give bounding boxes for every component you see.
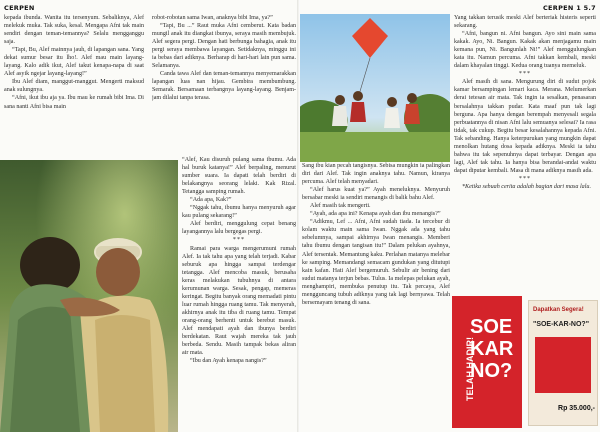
paragraph: Sang ibu kian pecah tangisnya. Sebisa mungkin ia palingkan diri dari Alef. Tak ingin anaknya tahu. Namun, kiranya percuma. Alef telah menyadari. [302, 163, 450, 186]
right-column-1 [302, 162, 450, 430]
ad-headline: Dapatkan Segera! [533, 307, 584, 313]
paragraph: Ramai para warga mengerumuni rumah Alef. Ia tak tahu apa yang telah terjadi. Kabar seburuk apa hingga sampai terdengar tetangga. Alef mencoba masuk, berusaha keras melakukan tubuhnya di antara kerumunan warga. Sesak, pengap, memeras keringat. Begitu banyak orang memadati pintu luar rumah hingga ruang tamu. Tak menyerah, akhirnya anak itu tiba di ruang tamu. Tempat orang-orang berhenti untuk berebut masuk. Alef mendapati ayah dan ibunya berdiri berdekatan. Raut wajah mereka tak jauh berbeda. Sendu. Masih tampak bekas aliran air mata. [182, 245, 296, 357]
left-page-header: CERPEN [4, 4, 35, 12]
footnote: *Ketika sebuah cerita adalah bagian dari masa lalu. [462, 183, 591, 190]
book-title: SOE KAR NO? [470, 316, 514, 382]
right-page-header: CERPEN 1 5.7 [542, 4, 596, 12]
left-column-1 [4, 14, 144, 162]
left-column-2-lower [182, 156, 296, 432]
paragraph: “Alef, Kau disuruh pulang sama ibumu. Ada hal buruk katanya!” Alef berpaling, menurut sumber suara. Ia dapati telah berdiri di belakangnya seorang lelaki. Kak Rizal. Tetangga samping rumah. [182, 157, 296, 196]
paragraph: “Ada apa, Kak?” [190, 197, 232, 204]
kids-flying-kite-photo [300, 14, 450, 162]
paragraph: Yang takkan terusik meski Alef berteriak histeris seperti sekarang. [454, 15, 596, 30]
section-separator: *** [518, 71, 532, 78]
paragraph: “Nggak tahu, ibumu hanya menyuruh agar kau pulang sekarang!” [182, 205, 296, 220]
paragraph: Canda tawa Alef dan teman-temannya menyemarakkan lapangan luas nan hijau. Gembira membumbung. Semarak. Bersamaan terbangnya layang-layang. Benjam-jam dilalui tanpa terasa. [152, 71, 296, 102]
right-column-2 [454, 14, 596, 298]
book-thumbnail [535, 337, 591, 393]
paragraph: “Tapi, Bu ...” Raut muka Afni cemberut. Kata badan mungil anak itu diangkat ibunya, seraya masih membujuk. Alef segera pergi. Dengan hati berbunga bahagia, anak itu pergi seraya membawa layangan. Setidaknya, minggu ini ia bebas dari adiknya. Berharap di hari-hari lain pun sama. Selamanya. [152, 23, 296, 70]
book-cover-secondary [528, 300, 598, 426]
right-page [300, 0, 600, 432]
book-advertisement [452, 296, 598, 430]
paragraph: “Afni, bangun ni. Afni bangun. Ayo sini main sama kakak. Ayo, Ni. Bangun. Kakak akan menjagamu main kemana pun, Ni. Bangunlah Ni!” Alef menggulungkan kata itu. Namun percuma. Afni takkan kembali, meski dalam khayalan tinggi. Kedua orang tuanya memeluk. [454, 31, 596, 70]
paragraph: “Ayah, ada apa ini? Kenapa ayah dan ibu menangis?” [310, 211, 441, 218]
two-children-embracing-photo [0, 160, 178, 432]
price-tag: Rp 35.000,- [558, 405, 595, 412]
left-column-2 [152, 14, 296, 162]
paragraph: Alef masih tak mengerti. [310, 203, 371, 210]
kids-flying-kite-photo [300, 14, 450, 162]
paragraph: “Afni, ikut ibu aja ya. Ibu mau ke rumah bibi Ima. Di sana nanti Afni bisa main [4, 95, 144, 110]
paragraph: Ibu Alef diam, manggut-manggut. Mengerti maksud anak sulungnya. [4, 79, 144, 94]
paragraph: “Alef harus kuat ya?” Ayah meneluknya. Menyuruh bersabar meski ia sendiri menangis di balik bahu Alef. [302, 187, 450, 202]
section-separator: *** [518, 175, 532, 182]
section-separator: *** [232, 237, 246, 244]
paragraph: Alef masih di sana. Mengurung diri di sudut pojok kamar bersampingan lemari kaca. Merana. Melumerkan derai tetesan air mata. Tak ingin ia sesalkan, penasaran bersalahnya takkan pudar. Kata maaf pun tak lagi berguna. Apa hanya dengan berempah menyesali segala perbuatannya di nisan Afni lalu semuanya selesai? Ia rasa tidak, tak cukup. Begitu besar kesalahannya kepada Afni. Tak sebanding. Hanya keterpurukan yang mungkin dapat menolkan hutang dosa kepada adiknya. Meski ia tahu bahwa itu tak sepenuhnya dapat terbayar. Dengan apa lagi, Alef tak tahu. Ia hanya bisa berandai-andai waktu dapat diputar kembali. Masa di mana adiknya masih ada. [454, 79, 596, 174]
paragraph: “Tapi, Bu, Alef mainnya jauh, di lapangan sana. Yang dekat sumur besar itu lho!. Alef mau main layang-layang. Kalo adik ikut, Alef takut kenapa-napa di saat Alef asyik ngejar layang-layang!” [4, 47, 144, 78]
ad-book-title: "SOE-KAR-NO?" [533, 321, 590, 328]
paragraph: “Adikmu, Lef ... Afni, Afni sudah tiada. Ia tercebur di kolam waktu main sama Iwan. Nggak ada yang tahu sebelumnya, sampai akhirnya Iwan menangis. Memberi tahu ibumu dengan tangisan itu!” Dalam pelukan ayahnya, Alef tersentak. Memantung kaku. Perlahan matanya melebar ke samping. Memandangi semacam gundukan yang ditutupi kain kafan. Hati Alef bergemuruh. Sebulir air bening dari sudut matanya terjun bebas. Tulus. Ia melepas pelukan ayah, menghampiri, membuka penutup itu. Tak percaya, Alef mengguncang tubuh adiknya yang tak lagi bernyawa. Telah bersemayam tenang di sana. [302, 219, 450, 306]
paragraph: Alef berdiri, menggulung cepat benang layangannya lalu bergegas pergi. [182, 221, 296, 236]
paragraph: robot-robotan sama Iwan, anaknya bibi Ima, ya?” [152, 15, 273, 21]
two-children-embracing-photo [0, 160, 178, 432]
book-cover-red [452, 296, 522, 428]
paragraph: kepada ibunda. Wanita itu tersenyum. Sebaliknya, Alef melekuk muka. Tak suka, kesal. Mengapa Afni tak main sendiri dengan teman-temannya? Selalu mengganggu saja. [4, 15, 144, 46]
paragraph: “Ibu dan Ayah kenapa nangis?” [190, 358, 267, 365]
side-banner-text: TELAH HADIR! [465, 337, 475, 401]
